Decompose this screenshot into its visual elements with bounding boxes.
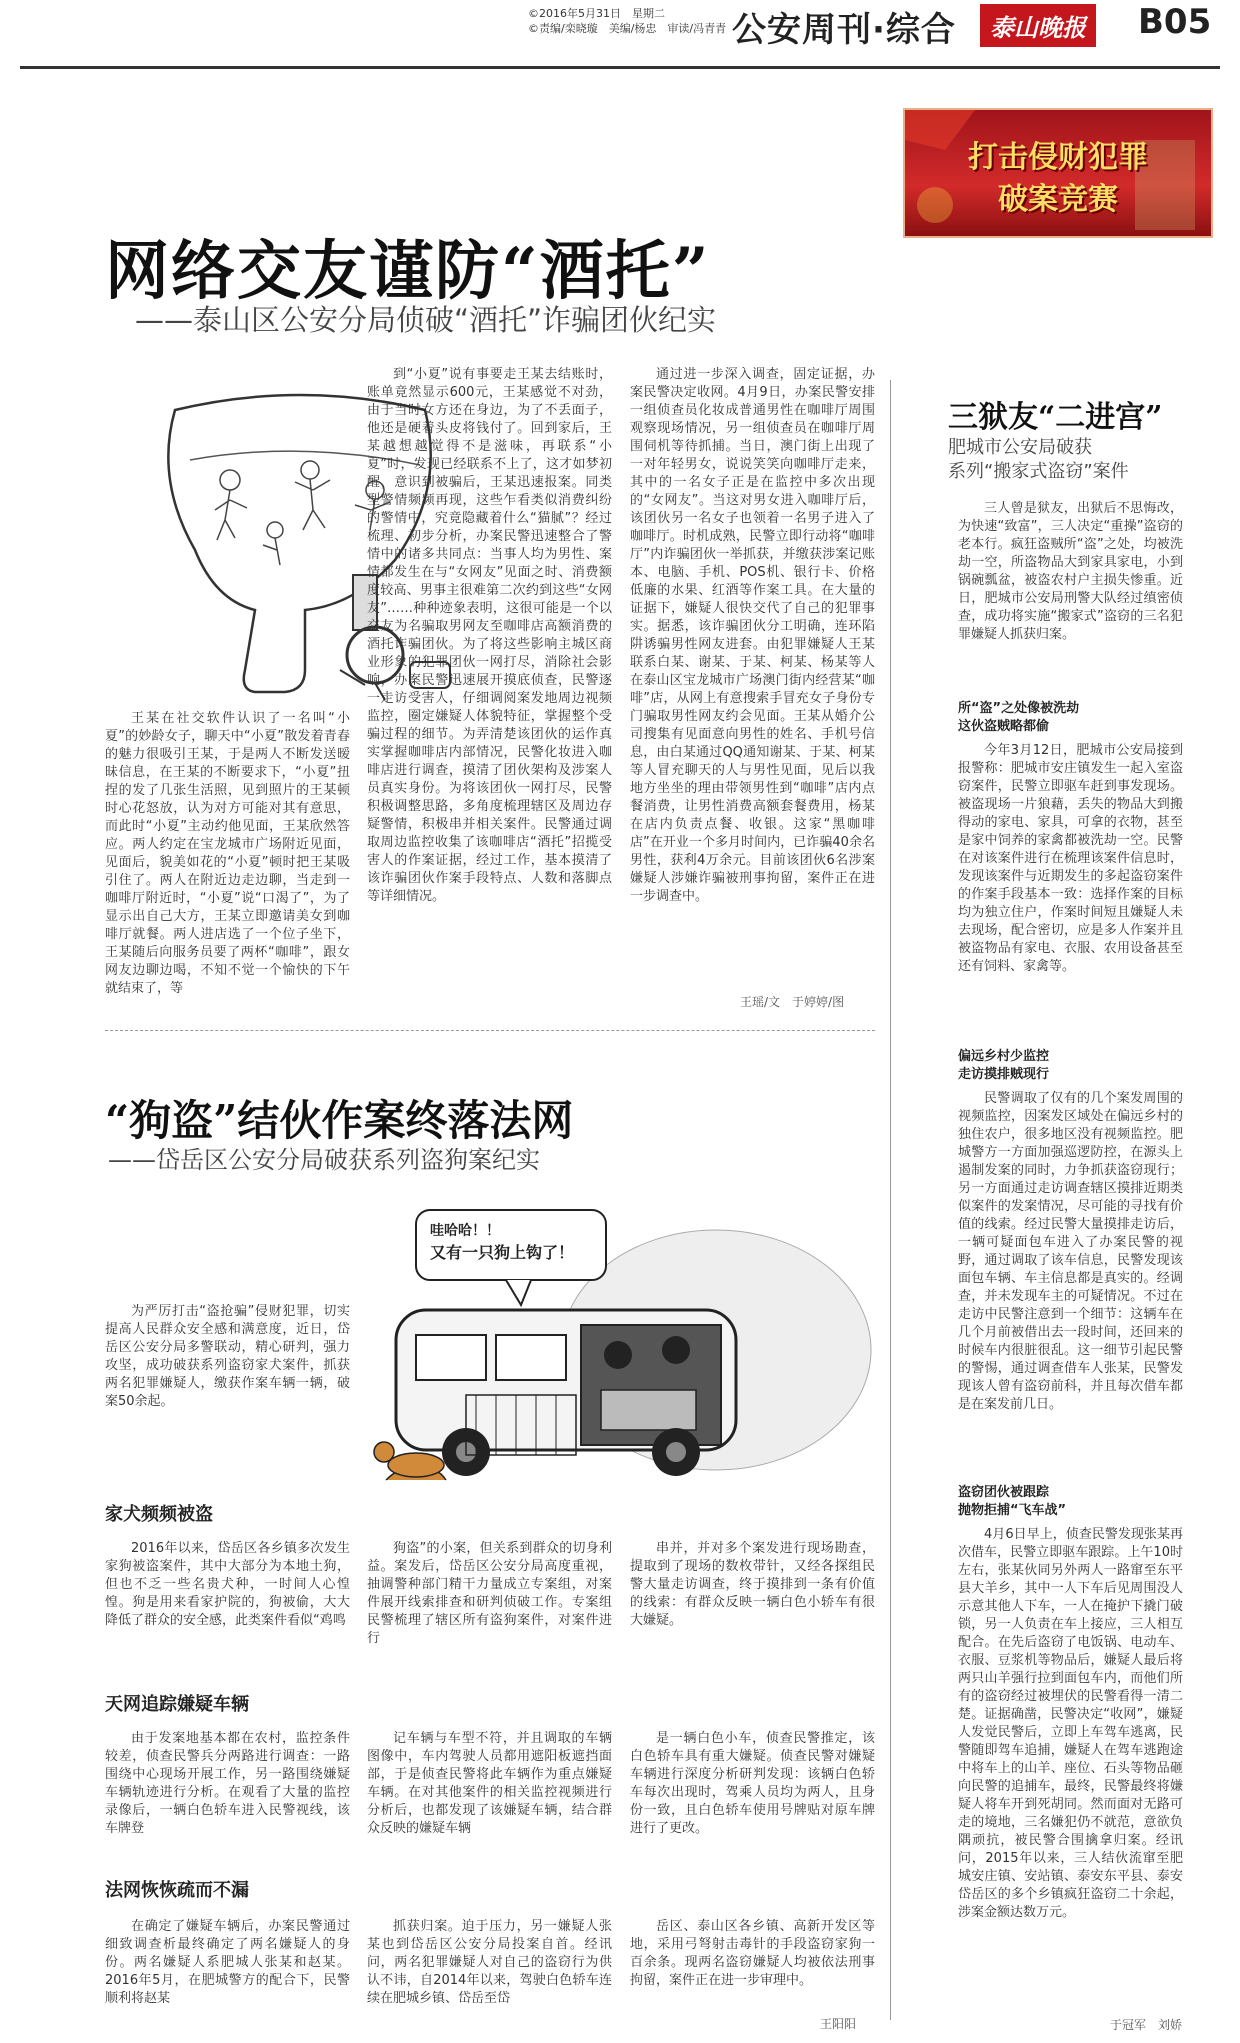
article2-intro: 为严厉打击“盗抢骗”侵财犯罪，切实提高人民群众安全感和满意度，近日，岱岳区公安分局多警联动，精心研判，强力攻坚，成功破获系列盗窃家犬案件，抓获两名犯罪嫌疑人，缴获作案车辆一辆，破案50余起。 bbox=[105, 1304, 350, 1409]
section-title: 公安周刊·综合 bbox=[732, 10, 956, 50]
badge-line1: 打击侵财犯罪 bbox=[968, 140, 1148, 175]
cartoon-bubble-line2: 又有一只狗上钩了！ bbox=[430, 1243, 575, 1262]
article2-subtitle: ——岱岳区公安分局破获系列盗狗案纪实 bbox=[108, 1146, 540, 1174]
cartoon-bubble-line1: 哇哈哈！！ bbox=[430, 1223, 500, 1239]
article1-col2: 到“小夏”说有事要走王某去结账时，账单竟然显示600元，王某感觉不对劲，由于当时女方还在身边，为了不丢面子，他还是硬着头皮将钱付了。回到家后，王某越想越觉得不是滋味，再联系“小夏”时，发现已经联系不上了，这才如梦初醒，意识到被骗后，王某迅速报案。同类型警情频频再现，这些乍看类似消费纠纷的警情中，究竟隐藏着什么“猫腻”？经过梳理、初步分析，办案民警迅速整合了警情中的诸多共同点：当事人均为男性、案情都发生在与“女网友”见面之时、消费额度较高、男事主很难第二次约到这些“女网友”……种种迹象表明，这很可能是一个以交友为名骗取男网友至咖啡店高额消费的酒托诈骗团伙。为了将这些影响主城区商业形象的犯罪团伙一网打尽，消除社会影响，办案民警迅速展开摸底侦查，民警逐一走访受害人，仔细调阅案发地周边视频监控，圈定嫌疑人体貌特征，掌握整个受骗过程的细节。为弄清楚该团伙的运作真实掌握咖啡店内部情况，民警化妆进入咖啡店进行调查，摸清了团伙架构及涉案人员真实身份。为将该团伙一网打尽，民警积极调整思路，多角度梳理辖区及周边存疑警情，积极串并相关案件。民警通过调取周边监控收集了该咖啡店“酒托”招揽受害人的作案证据，经过工作，基本摸清了该诈骗团伙作案手段特点、人数和落脚点等详细情况。 bbox=[367, 367, 612, 904]
article2-title: “狗盗”结伙作案终落法网 bbox=[105, 1096, 574, 1145]
article1-col1: 王某在社交软件认识了一名叫“小夏”的妙龄女子，聊天中“小夏”散发着青春的魅力很吸引王某，于是两人不断发送暧昧信息，在王某的不断要求下，“小夏”扭捏的发了几张生活照，见到照片的王某顿时心花怒放，认为对方可能对其有意思，而此时“小夏”主动约他见面，王某欣然答应。两人约定在宝龙城市广场附近见面，见面后，貌美如花的“小夏”顿时把王某吸引住了。两人在附近边走边聊，当走到一咖啡厅附近时，“小夏”说“口渴了”，为了显示出自己大方，王某立即邀请美女到咖啡厅就餐。两人进店选了一个位子坐下，王某随后向服务员要了两杯“咖啡”，跟女网友边聊边喝，不知不觉一个愉快的下午就结束了，等 bbox=[105, 711, 350, 996]
article3-heading2: 偏远乡村少监控 bbox=[958, 1049, 1050, 1064]
article3-heading3: 盗窃团伙被跟踪 bbox=[958, 1485, 1050, 1500]
article2-s2-col2: 记车辆与车型不符，并且调取的车辆图像中，车内驾驶人员都用遮阳板遮挡面部，于是侦查民警将此车辆作为重点嫌疑车辆。在对其他案件的相关监控视频进行分析后，也都发现了该嫌疑车辆，结合群众反映的嫌疑车辆 bbox=[367, 1731, 612, 1836]
campaign-badge bbox=[903, 108, 1213, 238]
article2-s2-col1: 由于发案地基本都在农村，监控条件较差，侦查民警兵分两路进行调查：一路围绕中心现场开展工作，另一路围绕嫌疑车辆轨迹进行分析。在观看了大量的监控录像后，一辆白色轿车进入民警视线，该车牌登 bbox=[105, 1731, 350, 1836]
article2-s3-col3: 岳区、泰山区各乡镇、高新开发区等地，采用弓弩射击毒针的手段盗窃家狗一百余条。现两名盗窃嫌疑人均被依法刑事拘留，案件正在进一步审理中。 bbox=[630, 1919, 875, 1988]
article3-heading2b: 走访摸排贼现行 bbox=[958, 1067, 1050, 1082]
article3-heading1: 所“盗”之处像被洗劫 bbox=[958, 701, 1080, 716]
page-number: B05 bbox=[1138, 2, 1212, 42]
article1-credit: 王瑶/文 于婷婷/图 bbox=[740, 995, 845, 1009]
article3-credit: 于冠军 刘娇 bbox=[1110, 2018, 1183, 2032]
article2-section3-title: 法网恢恢疏而不漏 bbox=[105, 1880, 249, 1901]
header-rule bbox=[20, 66, 1220, 69]
header-date: ©2016年5月31日 星期二 bbox=[528, 7, 665, 20]
article1-title: 网络交友谨防“酒托” bbox=[105, 234, 711, 309]
article3-para2: 民警调取了仅有的几个案发周围的视频监控，因案发区域处在偏远乡村的独住农户，很多地区没有视频监控。肥城警方一方面加强巡逻防控，在源头上遏制发案的同时，力争抓获盗窃现行；另一方面通过走访调查辖区摸排近期类似案件的发案情况，尽可能的寻找有价值的线索。经过民警大量摸排走访后，一辆可疑面包车进入了办案民警的视野，通过调取了该车信息，民警发现该面包车辆、车主信息都是真实的。经调查，并未发现车主的可疑情况。不过在走访中民警注意到一个细节：这辆车在几个月前被借出去一段时间，还回来的时候车内很脏很乱。这一细节引起民警的警惕，通过调查借车人张某，民警发现该人曾有盗窃前科，并且每次借车都是在案发前几日。 bbox=[958, 1091, 1183, 1412]
article2-s1-col2: 狗盗”的小案，但关系到群众的切身利益。案发后，岱岳区公安分局高度重视，抽调警种部门精干力量成立专案组，对案件展开线索排查和研判侦破工作。专案组民警梳理了辖区所有盗狗案件，对案件进行 bbox=[367, 1541, 612, 1646]
paper-logo: 泰山晚报 bbox=[980, 4, 1096, 47]
article3-sub1: 肥城市公安局破获 bbox=[948, 437, 1092, 458]
article2-s3-col1: 在确定了嫌疑车辆后，办案民警通过细致调查析最终确定了两名嫌疑人的身份。两名嫌疑人系肥城人张某和赵某。2016年5月，在肥城警方的配合下，民警顺利将赵某 bbox=[105, 1919, 350, 2006]
article3-para3: 4月6日早上，侦查民警发现张某再次借车，民警立即驱车跟踪。上午10时左右，张某伙同另外两人一路窜至东平县大羊乡，其中一人下车后见周围没人示意其他人下车，一人在掩护下撬门破锁，另一人负责在车上接应，三人相互配合。在先后盗窃了电饭锅、电动车、衣服、豆浆机等物品后，嫌疑人最后将两只山羊强行拉到面包车内，而他们所有的盗窃经过被埋伏的民警看得一清二楚。证据确凿，民警决定“收网”，嫌疑人发觉民警后，立即上车驾车逃离，民警随即驾车追捕，嫌疑人在驾车逃跑途中将车上的山羊、座位、石头等物品砸向民警的追捕车，最终，民警最终将嫌疑人将车开到死胡同。然而面对无路可走的境地，三名嫌犯仍不就范，意欲负隅顽抗，被民警合围擒拿归案。经讯问，2015年以来，三人结伙流窜至肥城安庄镇、安站镇、泰安东平县、泰安岱岳区的多个乡镇疯狂盗窃二十余起，涉案金额达数万元。 bbox=[958, 1527, 1183, 1920]
article3-heading1b: 这伙盗贼略都偷 bbox=[958, 719, 1050, 734]
article2-section1-title: 家犬频频被盗 bbox=[105, 1504, 213, 1525]
article3-title: 三狱友“二进宫” bbox=[948, 400, 1163, 435]
article2-s3-col2: 抓获归案。迫于压力，另一嫌疑人张某也到岱岳区公安分局投案自首。经讯问，两名犯罪嫌疑人对自己的盗窃行为供认不讳，自2014年以来，驾驶白色轿车连续在肥城乡镇、岱岳至岱 bbox=[367, 1919, 612, 2006]
article3-intro: 三人曾是狱友，出狱后不思悔改，为快速“致富”，三人决定“重操”盗窃的老本行。疯狂盗贼所“盗”之处，均被洗劫一空，所盗物品大到家具家电，小到锅碗瓢盆，被盗农村户主损失惨重。近日，肥城市公安局刑警大队经过缜密侦查，成功将实施“搬家式”盗窃的三名犯罪嫌疑人抓获归案。 bbox=[958, 501, 1183, 642]
header-editors: ©责编/栾晓璇 美编/杨忠 审读/冯青青 bbox=[528, 22, 727, 35]
article-divider bbox=[105, 1030, 875, 1031]
article1-col3: 通过进一步深入调查，固定证据，办案民警决定收网。4月9日，办案民警安排一组侦查员化妆成普通男性在咖啡厅周围观察现场情况，另一组侦查员在咖啡厅周围伺机等待抓捕。当日，澳门街上出现了一对年轻男女，说说笑笑向咖啡厅走来，其中的一名女子正是在监控中多次出现的“女网友”。当这对男女进入咖啡厅后，该团伙另一名女子也领着一名男子进入了咖啡厅。时机成熟，民警立即行动将“咖啡厅”内诈骗团伙一举抓获，并缴获涉案记账本、电脑、手机、POS机、银行卡、价格低廉的水果、红酒等作案工具。在大量的证据下，嫌疑人很快交代了自己的犯罪事实。据悉，该诈骗团伙分工明确，连环陷阱诱骗男性网友进套。由犯罪嫌疑人王某联系白某、谢某、于某、柯某、杨某等人在泰山区宝龙城市广场澳门街内经营某“咖啡”店，从网上有意搜索手冒充女子身份专门骗取男性网友约会见面。王某从婚介公司搜集有见面意向男性的姓名、手机号信息，由白某通过QQ通知谢某、于某、柯某等人冒充聊天的人与男性见面，见后以我地方坐坐的理由带领男性到“咖啡”店内点餐消费，让男性消费高额套餐费用，杨某在店内负责点餐、收银。这家“黑咖啡店”在开业一个多月时间内，已诈骗40余名男性，获利4万余元。目前该团伙6名涉案嫌疑人涉嫌诈骗被刑事拘留，案件正在进一步调查中。 bbox=[630, 367, 875, 904]
article3-heading3b: 抛物拒捕“飞车战” bbox=[958, 1503, 1067, 1518]
article2-s1-col3: 串并，并对多个案发进行现场勘查，提取到了现场的数枚带针，又经各探组民警大量走访调查，终于摸排到一条有价值的线索：有群众反映一辆白色小轿车有很大嫌疑。 bbox=[630, 1541, 875, 1628]
article3-sub2: 系列“搬家式盗窃”案件 bbox=[948, 461, 1129, 482]
right-column-divider bbox=[890, 380, 891, 2020]
badge-line2: 破案竞赛 bbox=[998, 182, 1118, 217]
article2-section2-title: 天网追踪嫌疑车辆 bbox=[105, 1694, 249, 1715]
article2-s2-col3: 是一辆白色小车，侦查民警推定，该白色轿车具有重大嫌疑。侦查民警对嫌疑车辆进行深度分析研判发现：该辆白色轿车每次出现时，驾乘人员均为两人，且身份一致，且白色轿车使用号牌贴对原车牌进行了更改。 bbox=[630, 1731, 875, 1836]
article2-credit: 王阳阳 bbox=[820, 2017, 857, 2031]
article3-para1: 今年3月12日，肥城市公安局接到报警称：肥城市安庄镇发生一起入室盗窃案件，民警立即驱车赶到事发现场。被盗现场一片狼藉，丢失的物品大到搬得动的家电、家具，可拿的衣物，甚至是家中饲养的家禽都被洗劫一空。民警在对该案件进行在梳理该案件信息时，发现该案件与近期发生的多起盗窃案件的作案手段基本一致：选择作案的目标均为独立住户，作案时间短且嫌疑人未去现场，配合密切，应是多人作案并且被盗物品有家电、衣服、农用设备甚至还有饲料、家禽等。 bbox=[958, 743, 1183, 974]
article1-subtitle: ——泰山区公安分局侦破“酒托”诈骗团伙纪实 bbox=[135, 303, 717, 337]
article2-s1-col1: 2016年以来，岱岳区各乡镇多次发生家狗被盗案件，其中大部分为本地土狗，但也不乏一些名贵犬种，一时间人心惶惶。狗是用来看家护院的，狗被偷，大大降低了群众的安全感，此类案件看似“鸡鸣 bbox=[105, 1541, 350, 1628]
